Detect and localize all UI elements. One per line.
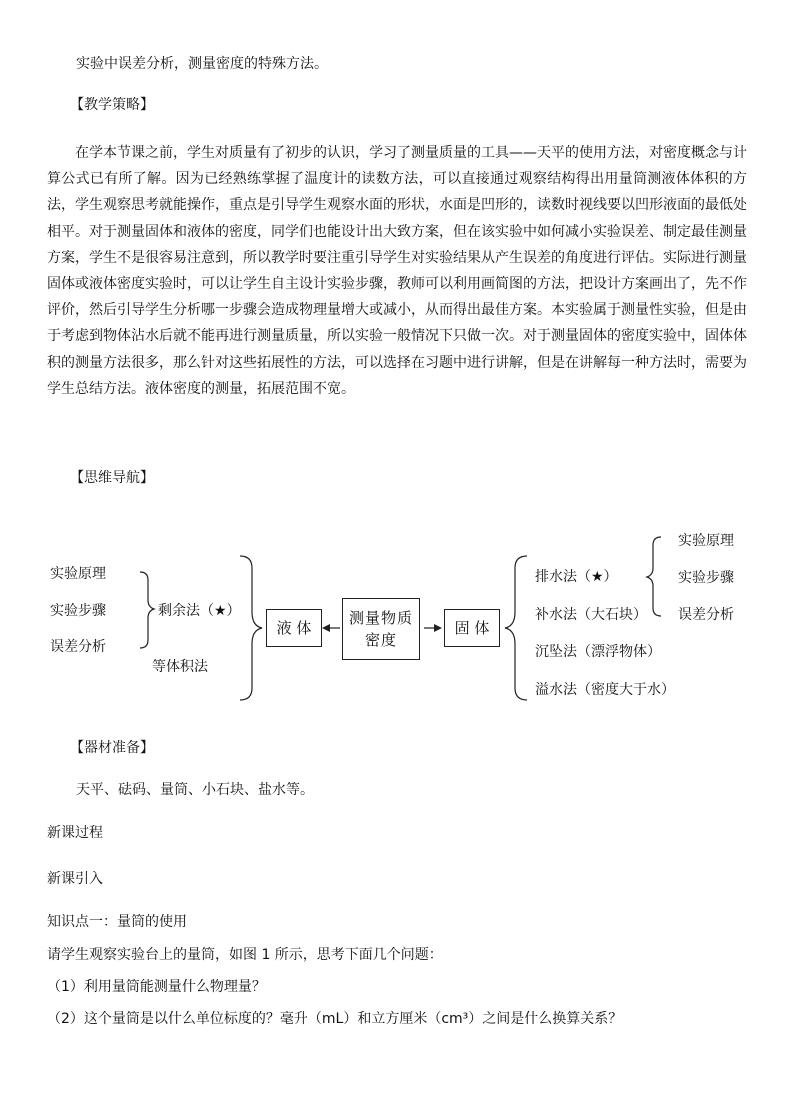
solid-prop-steps: 实验步骤 — [678, 570, 734, 586]
solid-method-overflow: 溢水法（密度大于水） — [535, 682, 675, 698]
lesson-instruction: 请学生观察实验台上的量筒，如图 1 所示，思考下面几个问题： — [47, 947, 443, 963]
liquid-method-residual: 剩余法（★） — [158, 603, 241, 619]
liquid-prop-error: 误差分析 — [50, 639, 106, 655]
liquid-prop-principle: 实验原理 — [50, 566, 106, 582]
equipment-heading: 【器材准备】 — [70, 740, 154, 756]
solid-box: 固 体 — [444, 609, 500, 647]
solid-method-sinker: 沉坠法（漂浮物体） — [535, 644, 661, 660]
solid-method-fill: 补水法（大石块） — [535, 607, 647, 623]
question-1: （1）利用量筒能测量什么物理量？ — [47, 979, 266, 995]
liquid-prop-steps: 实验步骤 — [50, 603, 106, 619]
liquid-method-equal-volume: 等体积法 — [152, 659, 208, 675]
liquid-box: 液 体 — [266, 609, 322, 647]
lesson-intro: 新课引入 — [47, 871, 103, 887]
solid-prop-principle: 实验原理 — [678, 533, 734, 549]
center-box: 测量物质密度 — [342, 598, 420, 660]
strategy-paragraph: 在学本节课之前，学生对质量有了初步的认识，学习了测量质量的工具——天平的使用方法，对密度概念与计算公式已有所了解。因为已经熟练掌握了温度计的读数方法，可以直接通过观察结构得出用量筒测液体体积的方法，学生观察思考就能操作，重点是引导学生观察水面的形状，水面是凹形的，读数时视线要以凹形液面的最低处相平。对于测量固体和液体的密度，同学们也能设计出大致方案，但在该实验中如何减小实验误差、制定最佳测量方案，学生不是很容易注意到，所以教学时要注重引导学生对实验结果从产生误差的角度进行评估。实际进行测量固体或液体密度实验时，可以让学生自主设计实验步骤，教师可以利用画简图的方法，把设计方案画出了，先不作评价，然后引导学生分析哪一步骤会造成物理量增大或减小，从而得出最佳方案。本实验属于测量性实验，但是由于考虑到物体沾水后就不能再进行测量质量，所以实验一般情况下只做一次。对于测量固体的密度实验中，固体体积的测量方法很多，那么针对这些拓展性的方法，可以选择在习题中进行讲解，但是在讲解每一种方法时，需要为学生总结方法。液体密度的测量，拓展范围不宽。 — [47, 145, 747, 397]
strategy-heading: 【教学策略】 — [70, 97, 154, 113]
question-2: （2）这个量筒是以什么单位标度的？毫升（mL）和立方厘米（cm³）之间是什么换算关系？ — [47, 1011, 623, 1027]
solid-method-displacement: 排水法（★） — [535, 569, 618, 585]
mindmap-heading: 【思维导航】 — [70, 470, 154, 486]
equipment-text: 天平、砝码、量筒、小石块、盐水等。 — [76, 782, 314, 798]
lesson-process: 新课过程 — [47, 825, 103, 841]
solid-prop-error: 误差分析 — [678, 607, 734, 623]
knowledge-point-1: 知识点一：量筒的使用 — [47, 914, 187, 930]
intro-line: 实验中误差分析，测量密度的特殊方法。 — [76, 56, 328, 72]
